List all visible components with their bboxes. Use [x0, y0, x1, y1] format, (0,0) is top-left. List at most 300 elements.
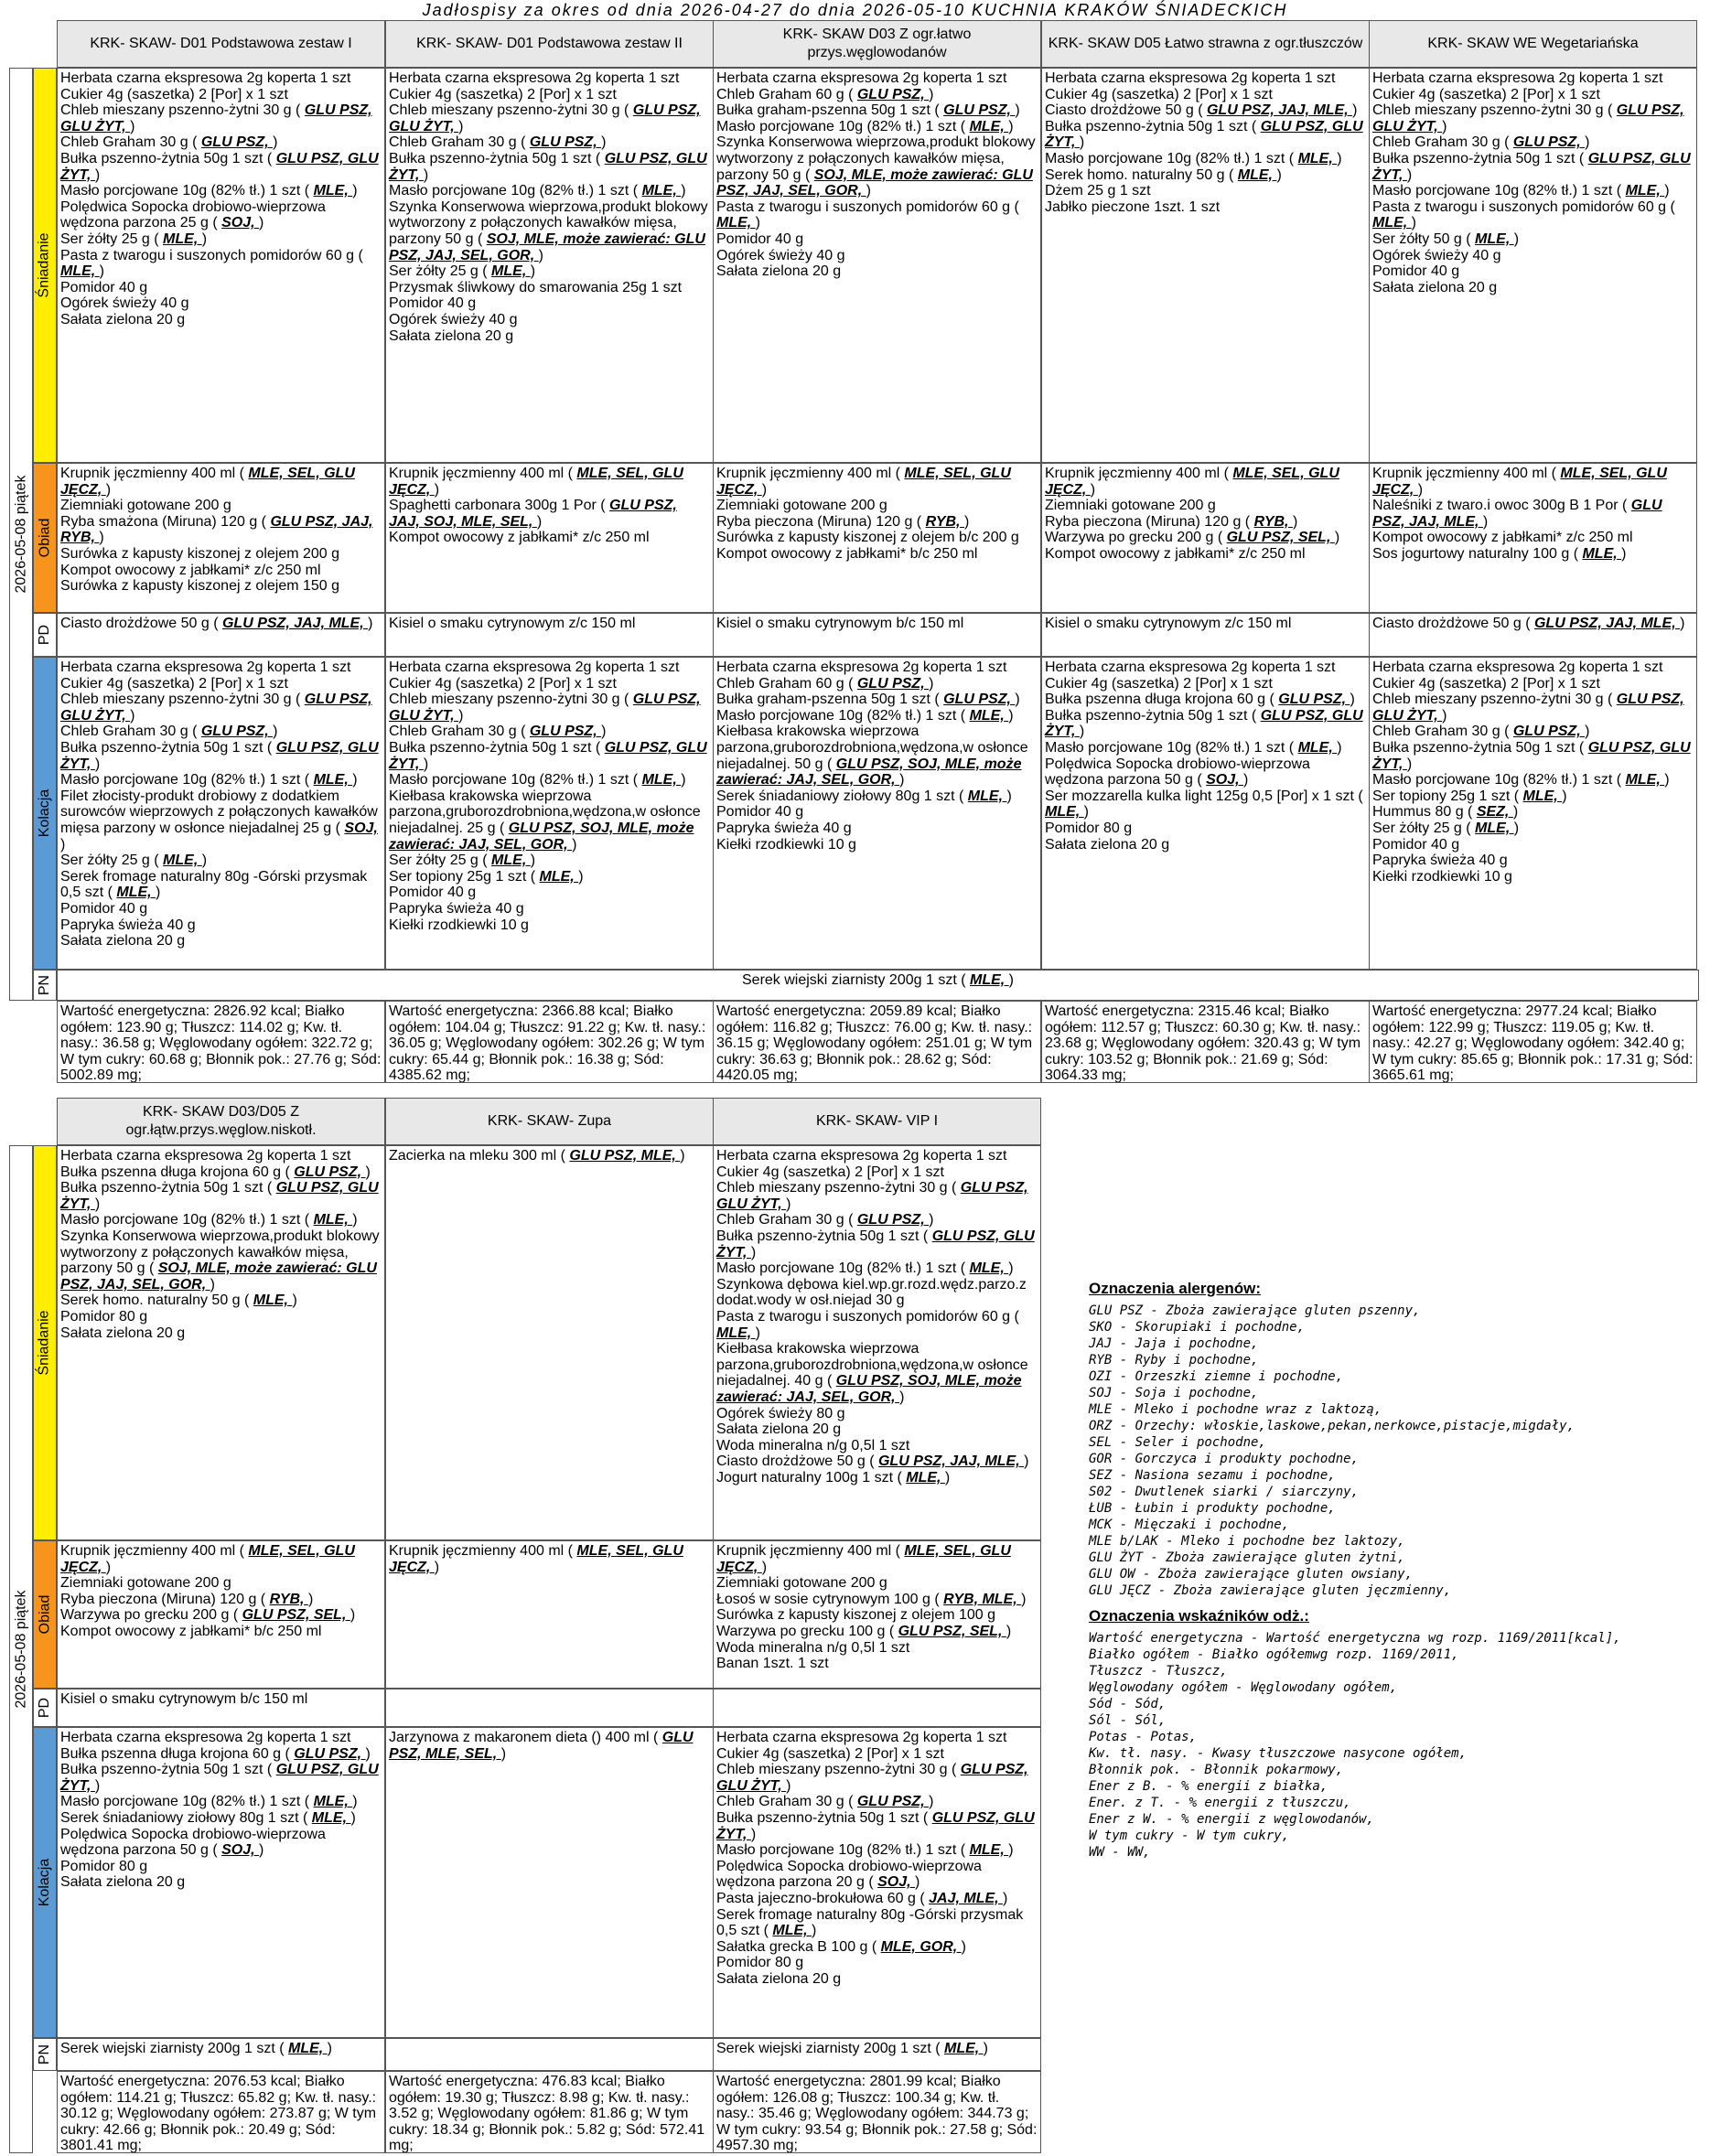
menu-item: Surówka z kapusty kiszonej z olejem 150 g	[60, 578, 340, 595]
allergen-legend-item: JAJ - Jaja i pochodne,	[1089, 1336, 1259, 1351]
menu-item: Kompot owocowy z jabłkami* z/c 250 ml	[389, 530, 650, 546]
menu-item: Kiełbasa krakowska wieprzowa parzona,gruborozdrobniona,wędzona,w osłonce niejadalnej. 25 g ( GLU PSZ, SOJ, MLE, może zawierać: JAJ, SEL, GOR, )	[389, 788, 701, 853]
menu-item: Kisiel o smaku cytrynowym z/c 150 ml	[389, 616, 636, 631]
menu-item: Herbata czarna ekspresowa 2g koperta 1 szt	[60, 660, 351, 675]
allergen-codes: MLE,	[1522, 788, 1563, 804]
menu-item: Masło porcjowane 10g (82% tł.) 1 szt ( MLE, )	[389, 183, 686, 199]
menu-item: Masło porcjowane 10g (82% tł.) 1 szt ( MLE, )	[1372, 183, 1670, 199]
menu-item: Surówka z kapusty kiszonej z olejem b/c 200 g	[716, 530, 1019, 546]
menu-item: Chleb Graham 30 g ( GLU PSZ, )	[389, 724, 607, 740]
allergen-codes: GLU PSZ, GLU ŻYT,	[60, 739, 379, 772]
menu-item: Ciasto drożdżowe 50 g ( GLU PSZ, JAJ, MLE, )	[716, 1453, 1029, 1470]
menu-item: Bułka pszenno-żytnia 50g 1 szt ( GLU PSZ, GLU ŻYT, )	[1045, 707, 1363, 740]
allergen-codes: MLE,	[313, 1794, 353, 1810]
menu-item: Krupnik jęczmienny 400 ml ( MLE, SEL, GLU JĘCZ, )	[1372, 466, 1667, 498]
allergen-codes: MLE,	[1297, 150, 1338, 166]
allergen-codes: SOJ,	[344, 820, 378, 836]
menu-item: Cukier 4g (saszetka) 2 [Por] x 1 szt	[1045, 675, 1273, 692]
menu-item: Ziemniaki gotowane 200 g	[60, 498, 231, 514]
allergen-codes: MLE,	[1045, 804, 1084, 821]
meal-label-sniadanie	[33, 68, 57, 463]
cell-pd	[57, 1689, 385, 1727]
cell-sniadanie	[385, 68, 714, 463]
menu-item: Ziemniaki gotowane 200 g	[60, 1575, 231, 1592]
allergen-codes: GLU PSZ, GLU ŻYT,	[389, 150, 707, 183]
menu-item: Masło porcjowane 10g (82% tł.) 1 szt ( MLE, )	[389, 772, 686, 788]
menu-item: Bułka pszenno-żytnia 50g 1 szt ( GLU PSZ, GLU ŻYT, )	[716, 1228, 1035, 1260]
meal-label-pd-text: PD	[36, 1697, 52, 1719]
allergen-legend-item: ŁUB - Łubin i produkty pochodne,	[1089, 1501, 1336, 1516]
menu-item: Sałata zielona 20 g	[1045, 836, 1170, 853]
menu-item: Krupnik jęczmienny 400 ml ( MLE, SEL, GLU JĘCZ, )	[1045, 466, 1339, 498]
allergen-codes: MLE,	[943, 2041, 984, 2056]
menu-item: Herbata czarna ekspresowa 2g koperta 1 szt	[1045, 70, 1336, 86]
menu-item: Ziemniaki gotowane 200 g	[716, 498, 887, 514]
allergen-codes: JAJ, MLE,	[929, 1890, 1004, 1906]
meal-label-pn-text: PN	[36, 2043, 52, 2065]
allergen-codes: MLE, SEL, GLU JĘCZ,	[716, 466, 1011, 498]
menu-item: Szynka Konserwowa wieprzowa,produkt blokowy wytworzony z połączonych kawałków mięsa, parzony 50 g ( SOJ, MLE, może zawierać: GLU PSZ, JAJ, SEL, GOR, )	[716, 134, 1036, 199]
menu-item: Serek śniadaniowy ziołowy 80g 1 szt ( MLE, )	[60, 1809, 356, 1826]
allergen-legend-item: GLU ŻYT - Zboża zawierające gluten żytni,	[1089, 1550, 1405, 1565]
indicator-legend-item: Tłuszcz - Tłuszcz,	[1089, 1664, 1228, 1679]
allergen-codes: MLE,	[163, 231, 202, 247]
allergen-codes: GLU PSZ, GLU ŻYT,	[60, 150, 379, 183]
indicator-legend-item: Kw. tł. nasy. - Kwasy tłuszczowe nasycone ogółem,	[1089, 1746, 1468, 1761]
menu-item: Hummus 80 g ( SEZ, )	[1372, 804, 1519, 821]
menu-item: Kompot owocowy z jabłkami* z/c 250 ml	[1372, 530, 1633, 546]
menu-item: Chleb Graham 60 g ( GLU PSZ, )	[716, 86, 934, 102]
indicator-legend-item: Węglowodany ogółem - Węglowodany ogółem,	[1089, 1680, 1398, 1695]
allergen-codes: MLE,	[716, 1325, 756, 1341]
menu-item: Chleb Graham 30 g ( GLU PSZ, )	[60, 134, 278, 151]
cell-obiad	[713, 463, 1041, 613]
menu-item: Dżem 25 g 1 szt	[1045, 183, 1151, 199]
allergen-codes: GLU PSZ, GLU ŻYT,	[716, 1809, 1035, 1842]
menu-item: Ser żółty 25 g ( MLE, )	[1372, 820, 1520, 836]
allergen-codes: SEZ,	[1476, 804, 1513, 821]
meal-label-obiad-text: Obiad	[37, 518, 53, 558]
menu-item: Przysmak śliwkowy do smarowania 25g 1 szt	[389, 279, 683, 295]
menu-item: Pasta z twarogu i suszonych pomidorów 60 g ( MLE, )	[716, 1308, 1019, 1341]
menu-item: Polędwica Sopocka drobiowo-wieprzowa wędzona parzona 25 g ( SOJ, )	[60, 198, 326, 231]
menu-item: Ciasto drożdżowe 50 g ( GLU PSZ, JAJ, MLE, )	[1045, 102, 1358, 119]
cell-pn	[57, 2038, 385, 2071]
menu-item: Masło porcjowane 10g (82% tł.) 1 szt ( MLE, )	[60, 772, 358, 788]
menu-item: Bułka pszenno-żytnia 50g 1 szt ( GLU PSZ, GLU ŻYT, )	[389, 150, 707, 183]
menu-item: Herbata czarna ekspresowa 2g koperta 1 szt	[389, 70, 680, 86]
allergen-codes: MLE,	[1625, 772, 1665, 788]
allergen-codes: GLU PSZ,	[1512, 724, 1586, 740]
indicator-legend-item: Ener z W. - % energii z węglowodanów,	[1089, 1812, 1374, 1827]
menu-item: Cukier 4g (saszetka) 2 [Por] x 1 szt	[1045, 86, 1273, 102]
menu-item: Masło porcjowane 10g (82% tł.) 1 szt ( MLE, )	[60, 183, 358, 199]
cell-obiad	[57, 463, 385, 613]
menu-item: Spaghetti carbonara 300g 1 Por ( GLU PSZ, JAJ, SOJ, MLE, SEL, )	[389, 498, 677, 530]
allergen-legend-item: GLU JĘCZ - Zboża zawierające gluten jęczmienny,	[1089, 1583, 1452, 1598]
nutrition-summary: Wartość energetyczna: 2076.53 kcal; Białko ogółem: 114.21 g; Tłuszcz: 65.82 g; Kw. tł. nasy.: 30.12 g; Węglowodany ogółem: 273.87 g; W tym cukry: 42.66 g; Błonnik pok.: 20.49 g; Sód: 3801.41 mg;	[57, 2071, 385, 2153]
menu-item: Herbata czarna ekspresowa 2g koperta 1 szt	[716, 1730, 1007, 1745]
indicator-legend-item: WW - WW,	[1089, 1845, 1151, 1860]
cell-sniadanie	[57, 68, 385, 463]
menu-item: Pomidor 80 g	[60, 1858, 148, 1874]
indicator-legend-item: Potas - Potas,	[1089, 1730, 1198, 1744]
allergen-codes: GLU PSZ,	[200, 724, 274, 740]
menu-item: Bułka pszenna długa krojona 60 g ( GLU PSZ, )	[60, 1745, 371, 1762]
menu-item: Sos jogurtowy naturalny 100 g ( MLE, )	[1372, 545, 1627, 562]
meal-label-pn	[33, 970, 57, 1001]
menu-item: Bułka pszenno-żytnia 50g 1 szt ( GLU PSZ, GLU ŻYT, )	[1372, 739, 1691, 772]
menu-item: Serek wiejski ziarnisty 200g 1 szt ( MLE, )	[60, 2041, 332, 2056]
allergen-legend-item: SKO - Skorupiaki i pochodne,	[1089, 1320, 1306, 1335]
allergen-codes: MLE,	[1475, 820, 1514, 836]
menu-item: Bułka pszenno-żytnia 50g 1 szt ( GLU PSZ, GLU ŻYT, )	[389, 739, 707, 772]
menu-item: Krupnik jęczmienny 400 ml ( MLE, SEL, GLU JĘCZ, )	[60, 466, 355, 498]
menu-item: Herbata czarna ekspresowa 2g koperta 1 szt	[60, 70, 351, 86]
menu-item: Sałata zielona 20 g	[60, 933, 186, 949]
cell-kolacja	[57, 657, 385, 970]
menu-item: Bułka pszenno-żytnia 50g 1 szt ( GLU PSZ, GLU ŻYT, )	[1045, 118, 1363, 151]
menu-item: Ser żółty 50 g ( MLE, )	[1372, 231, 1520, 247]
menu-item: Masło porcjowane 10g (82% tł.) 1 szt ( MLE, )	[716, 1260, 1014, 1277]
menu-item: Chleb Graham 60 g ( GLU PSZ, )	[716, 675, 934, 692]
menu-item: Herbata czarna ekspresowa 2g koperta 1 szt	[60, 1148, 351, 1164]
nutrition-summary: Wartość energetyczna: 2801.99 kcal; Białko ogółem: 126.08 g; Tłuszcz: 100.34 g; Kw. tł. nasy.: 35.46 g; Węglowodany ogółem: 344.73 g; W tym cukry: 93.54 g; Błonnik pok.: 27.58 g; Sód: 4957.30 mg;	[713, 2071, 1041, 2153]
allergen-legend-item: SOJ - Soja i pochodne,	[1089, 1386, 1259, 1400]
allergen-legend-item: GLU PSZ - Zboża zawierające gluten pszenny,	[1089, 1303, 1421, 1318]
allergen-codes: MLE,	[491, 263, 531, 280]
cell-kolacja	[1041, 657, 1370, 970]
menu-item: Polędwica Sopocka drobiowo-wieprzowa wędzona parzona 20 g ( SOJ, )	[716, 1858, 982, 1891]
cell-pd	[385, 613, 714, 657]
legend	[1089, 1281, 1702, 1903]
meal-label-kolacja	[33, 657, 57, 970]
allergen-legend-item: SEZ - Nasiona sezamu i pochodne,	[1089, 1468, 1336, 1483]
allergen-codes: MLE,	[1297, 739, 1338, 756]
allergen-codes: GLU PSZ, SOJ, MLE, może zawierać: JAJ, SEL, GOR,	[716, 756, 1022, 788]
menu-item: Szynka Konserwowa wieprzowa,produkt blokowy wytworzony z połączonych kawałków mięsa, parzony 50 g ( SOJ, MLE, może zawierać: GLU PSZ, JAJ, SEL, GOR, )	[60, 1228, 380, 1293]
allergen-codes: GLU PSZ, GLU ŻYT,	[389, 692, 701, 724]
menu-item: Sałata zielona 20 g	[716, 263, 842, 280]
nutrition-summary: Wartość energetyczna: 2826.92 kcal; Białko ogółem: 123.90 g; Tłuszcz: 114.02 g; Kw. tł. nasy.: 36.58 g; Węglowodany ogółem: 322.72 g; W tym cukry: 60.68 g; Błonnik pok.: 27.76 g; Sód: 5002.89 mg;	[57, 1001, 385, 1083]
menu-item: Jarzynowa z makaronem dieta () 400 ml ( GLU PSZ, MLE, SEL, )	[389, 1730, 694, 1762]
menu-item: Chleb Graham 30 g ( GLU PSZ, )	[1372, 724, 1590, 740]
cell-sniadanie	[713, 68, 1041, 463]
menu-item: Bułka pszenno-żytnia 50g 1 szt ( GLU PSZ, GLU ŻYT, )	[1372, 150, 1691, 183]
menu-item: Bułka pszenna długa krojona 60 g ( GLU PSZ, )	[1045, 692, 1355, 708]
menu-item: Ogórek świeży 80 g	[716, 1405, 845, 1421]
menu-item: Bułka pszenno-żytnia 50g 1 szt ( GLU PSZ, GLU ŻYT, )	[60, 1762, 379, 1794]
allergen-codes: GLU PSZ, SEL,	[1226, 530, 1335, 546]
indicators-title: Oznaczenia wskaźników odż.:	[1089, 1607, 1309, 1625]
meal-label-pn	[33, 2038, 57, 2071]
menu-item: Ryba smażona (Miruna) 120 g ( GLU PSZ, JAJ, RYB, )	[60, 513, 373, 546]
allergen-codes: MLE,	[313, 772, 353, 788]
allergen-codes: GLU PSZ, GLU ŻYT,	[1372, 692, 1684, 724]
menu-item: Cukier 4g (saszetka) 2 [Por] x 1 szt	[716, 1164, 944, 1180]
column-header: KRK- SKAW D05 Łatwo strawna z ogr.tłuszczów	[1041, 20, 1370, 68]
menu-item: Pomidor 40 g	[60, 900, 148, 917]
menu-item: Kisiel o smaku cytrynowym b/c 150 ml	[60, 1691, 308, 1707]
menu-item: Masło porcjowane 10g (82% tł.) 1 szt ( MLE, )	[716, 707, 1014, 724]
allergen-codes: GLU PSZ,	[943, 692, 1016, 708]
allergen-legend-item: MCK - Mięczaki i pochodne,	[1089, 1518, 1290, 1532]
menu-item: Pomidor 80 g	[716, 1955, 804, 1971]
menu-item: Papryka świeża 40 g	[389, 900, 524, 917]
cell-pn	[713, 2038, 1041, 2071]
allergen-codes: MLE,	[60, 263, 100, 280]
allergen-codes: GLU PSZ, GLU ŻYT,	[60, 102, 372, 134]
column-header: KRK- SKAW- Zupa	[385, 1098, 714, 1145]
cell-pd	[1369, 613, 1697, 657]
allergen-codes: MLE,	[1582, 545, 1622, 562]
allergens-title: Oznaczenia alergenów:	[1089, 1280, 1261, 1297]
column-header: KRK- SKAW D03/D05 Z ogr.łątw.przys.węglow.niskotł.	[57, 1098, 385, 1145]
menu-item: Ser mozzarella kulka light 125g 0,5 [Por] x 1 szt ( MLE, )	[1045, 788, 1363, 821]
allergen-codes: MLE, SEL, GLU JĘCZ,	[389, 466, 683, 498]
menu-item: Kompot owocowy z jabłkami* b/c 250 ml	[60, 1623, 322, 1639]
menu-item: Pomidor 80 g	[60, 1308, 148, 1325]
menu-item: Bułka pszenno-żytnia 50g 1 szt ( GLU PSZ, GLU ŻYT, )	[60, 739, 379, 772]
cell-kolacja	[385, 1727, 714, 2038]
menu-item: Masło porcjowane 10g (82% tł.) 1 szt ( MLE, )	[716, 1842, 1014, 1859]
allergen-codes: GLU PSZ,	[856, 1212, 930, 1228]
allergen-codes: MLE,	[163, 853, 202, 869]
menu-item: Chleb Graham 30 g ( GLU PSZ, )	[389, 134, 607, 151]
allergen-codes: MLE,	[1625, 183, 1665, 199]
menu-item: Masło porcjowane 10g (82% tł.) 1 szt ( MLE, )	[1045, 739, 1342, 756]
date-column	[9, 68, 33, 1001]
allergen-codes: MLE,	[906, 1469, 945, 1486]
allergen-codes: GLU PSZ, GLU ŻYT,	[716, 1762, 1028, 1794]
nutrition-summary: Wartość energetyczna: 2059.89 kcal; Białko ogółem: 116.82 g; Tłuszcz: 76.00 g; Kw. tł. nasy.: 36.15 g; Węglowodany ogółem: 251.01 g; W tym cukry: 36.63 g; Błonnik pok.: 28.62 g; Sód: 4420.05 mg;	[713, 1001, 1041, 1083]
cell-kolacja	[713, 1727, 1041, 2038]
allergen-codes: MLE,	[313, 1212, 353, 1228]
menu-item: Warzywa po grecku 100 g ( GLU PSZ, SEL, )	[716, 1623, 1012, 1639]
menu-item: Bułka graham-pszenna 50g 1 szt ( GLU PSZ, )	[716, 102, 1020, 119]
allergen-legend-item: ORZ - Orzechy: włoskie,laskowe,pekan,nerkowce,pistacje,migdały,	[1089, 1419, 1576, 1433]
menu-item: Sałata zielona 20 g	[60, 1874, 186, 1891]
cell-pd	[713, 1689, 1041, 1727]
allergen-codes: GLU PSZ,	[200, 134, 274, 151]
menu-item: Pasta z twarogu i suszonych pomidorów 60 g ( MLE, )	[716, 198, 1019, 231]
allergen-codes: GLU PSZ,	[294, 1745, 366, 1762]
allergen-codes: MLE,	[313, 183, 353, 199]
menu-item: Pomidor 40 g	[1372, 836, 1460, 853]
menu-item: Serek śniadaniowy ziołowy 80g 1 szt ( MLE, )	[716, 788, 1012, 804]
menu-item: Warzywa po grecku 200 g ( GLU PSZ, SEL, )	[60, 1607, 356, 1624]
allergen-codes: GLU PSZ, SOJ, MLE, może zawierać: JAJ, SEL, GOR,	[389, 820, 694, 853]
allergen-codes: MLE,	[641, 183, 682, 199]
menu-item: Łosoś w sosie cytrynowym 100 g ( RYB, MLE, )	[716, 1591, 1027, 1607]
allergen-codes: MLE, SEL, GLU JĘCZ,	[60, 466, 355, 498]
column-header: KRK- SKAW- VIP I	[713, 1098, 1041, 1145]
allergen-codes: GLU PSZ, GLU ŻYT,	[389, 102, 701, 134]
menu-item: Ser żółty 25 g ( MLE, )	[60, 853, 208, 869]
allergen-codes: GLU PSZ,	[529, 134, 602, 151]
menu-item: Surówka z kapusty kiszonej z olejem 200 g	[60, 545, 340, 562]
page-title: Jadłospisy za okres od dnia 2026-04-27 do dnia 2026-05-10 KUCHNIA KRAKÓW ŚNIADECKICH	[422, 1, 1288, 19]
menu-item: Serek wiejski ziarnisty 200g 1 szt ( MLE, )	[716, 2041, 988, 2056]
menu-item: Serek fromage naturalny 80g -Górski przysmak 0,5 szt ( MLE, )	[716, 1906, 1024, 1939]
cell-sniadanie	[385, 1145, 714, 1540]
menu-item: Naleśniki z twaro.i owoc 300g B 1 Por ( GLU PSZ, JAJ, MLE, )	[1372, 498, 1662, 530]
allergen-codes: GLU PSZ, GLU ŻYT,	[1372, 150, 1691, 183]
allergen-codes: MLE,	[116, 885, 156, 901]
column-header: KRK- SKAW D03 Z ogr.łatwo przys.węglowodanów	[713, 20, 1041, 68]
menu-item: Ser żółty 25 g ( MLE, )	[60, 231, 208, 247]
menu-item: Masło porcjowane 10g (82% tł.) 1 szt ( MLE, )	[1372, 772, 1670, 788]
cell-obiad	[713, 1540, 1041, 1689]
indicator-legend-item: W tym cukry - W tym cukry,	[1089, 1829, 1290, 1843]
allergen-codes: GLU PSZ, SEL,	[898, 1623, 1006, 1639]
meal-label-pd	[33, 613, 57, 657]
allergen-codes: GLU PSZ, SEL,	[242, 1607, 350, 1624]
menu-item: Sałata zielona 20 g	[716, 1970, 842, 1987]
allergen-codes: MLE, SEL, GLU JĘCZ,	[1045, 466, 1339, 498]
allergen-codes: GLU PSZ,	[294, 1164, 366, 1180]
meal-label-sniadanie-text: Śniadanie	[37, 1310, 53, 1376]
cell-obiad	[1369, 463, 1697, 613]
allergen-codes: GLU PSZ, JAJ, MLE,	[1372, 498, 1662, 530]
allergen-codes: SOJ, MLE, może zawierać: GLU PSZ, JAJ, SEL, GOR,	[60, 1260, 377, 1293]
menu-item: Woda mineralna n/g 0,5l 1 szt	[716, 1639, 910, 1656]
indicator-legend-item: Błonnik pok. - Błonnik pokarmowy,	[1089, 1763, 1344, 1777]
cell-pd	[385, 1689, 714, 1727]
allergen-codes: MLE,	[969, 707, 1009, 724]
menu-item: Cukier 4g (saszetka) 2 [Por] x 1 szt	[716, 1745, 944, 1762]
menu-item: Cukier 4g (saszetka) 2 [Por] x 1 szt	[1372, 86, 1600, 102]
allergen-codes: MLE,	[539, 868, 579, 885]
allergen-codes: MLE, SEL, GLU JĘCZ,	[716, 1543, 1011, 1575]
meal-label-pd-text: PD	[36, 624, 52, 646]
allergen-legend-item: GOR - Gorczyca i produkty pochodne,	[1089, 1452, 1360, 1466]
menu-item: Pomidor 40 g	[389, 295, 477, 312]
menu-item: Chleb mieszany pszenno-żytni 30 g ( GLU PSZ, GLU ŻYT, )	[1372, 692, 1684, 724]
cell-pd	[1041, 613, 1370, 657]
menu-item: Masło porcjowane 10g (82% tł.) 1 szt ( MLE, )	[60, 1794, 358, 1810]
cell-sniadanie	[1369, 68, 1697, 463]
menu-item: Herbata czarna ekspresowa 2g koperta 1 szt	[1372, 70, 1663, 86]
allergen-codes: MLE,	[1475, 231, 1514, 247]
meal-label-pn-text: PN	[36, 974, 52, 996]
menu-item: Ser żółty 25 g ( MLE, )	[389, 263, 536, 280]
allergen-codes: SOJ,	[877, 1874, 916, 1891]
menu-item: Cukier 4g (saszetka) 2 [Por] x 1 szt	[389, 675, 617, 692]
allergen-codes: GLU PSZ, JAJ, MLE,	[877, 1453, 1025, 1470]
menu-item: Ser żółty 25 g ( MLE, )	[389, 853, 536, 869]
menu-item: Pomidor 40 g	[716, 804, 804, 821]
allergen-codes: GLU PSZ, JAJ, SOJ, MLE, SEL,	[389, 498, 677, 530]
menu-item: Ziemniaki gotowane 200 g	[1045, 498, 1216, 514]
menu-item: Chleb mieszany pszenno-żytni 30 g ( GLU PSZ, GLU ŻYT, )	[716, 1762, 1028, 1794]
menu-item: Sałata zielona 20 g	[60, 1325, 186, 1341]
cell-pn	[385, 2038, 714, 2071]
nutrition-summary: Wartość energetyczna: 2366.88 kcal; Białko ogółem: 104.04 g; Tłuszcz: 91.22 g; Kw. tł. nasy.: 36.05 g; Węglowodany ogółem: 302.26 g; W tym cukry: 65.44 g; Błonnik pok.: 16.38 g; Sód: 4385.62 mg;	[385, 1001, 714, 1083]
indicator-legend-item: Ener. z T. - % energii z tłuszczu,	[1089, 1796, 1351, 1810]
allergen-codes: GLU PSZ, MLE,	[569, 1148, 681, 1164]
indicator-legend-item: Wartość energetyczna - Wartość energetyczna wg rozp. 1169/2011[kcal],	[1089, 1631, 1621, 1646]
menu-item: Serek homo. naturalny 50 g ( MLE, )	[60, 1293, 297, 1309]
allergen-codes: MLE,	[641, 772, 682, 788]
menu-item: Surówka z kapusty kiszonej z olejem 100 g	[716, 1607, 996, 1624]
column-header: KRK- SKAW- D01 Podstawowa zestaw II	[385, 20, 714, 68]
menu-item: Chleb mieszany pszenno-żytni 30 g ( GLU PSZ, GLU ŻYT, )	[389, 692, 701, 724]
cell-obiad	[385, 1540, 714, 1689]
allergen-legend-item: RYB - Ryby i pochodne,	[1089, 1353, 1259, 1368]
menu-item: Kisiel o smaku cytrynowym b/c 150 ml	[716, 616, 964, 631]
allergen-codes: RYB,	[925, 513, 964, 530]
menu-item: Cukier 4g (saszetka) 2 [Por] x 1 szt	[389, 86, 617, 102]
menu-item: Serek wiejski ziarnisty 200g 1 szt ( MLE, )	[742, 972, 1014, 988]
allergen-codes: MLE, GOR,	[880, 1938, 962, 1955]
allergen-codes: SOJ, MLE, może zawierać: GLU PSZ, JAJ, SEL, GOR,	[389, 231, 705, 263]
meal-label-sniadanie-text: Śniadanie	[37, 232, 53, 298]
meal-label-kolacja-text: Kolacja	[37, 1858, 53, 1907]
allergen-codes: GLU PSZ, GLU ŻYT,	[1372, 739, 1691, 772]
menu-item: Herbata czarna ekspresowa 2g koperta 1 szt	[716, 70, 1007, 86]
allergen-codes: SOJ,	[221, 215, 260, 231]
cell-obiad	[385, 463, 714, 613]
allergen-codes: GLU PSZ, GLU ŻYT,	[60, 692, 372, 724]
menu-item: Papryka świeża 40 g	[1372, 853, 1508, 869]
allergen-codes: RYB, MLE,	[943, 1591, 1022, 1607]
allergen-codes: GLU PSZ, GLU ŻYT,	[60, 1762, 379, 1794]
menu-item: Pomidor 40 g	[716, 231, 804, 247]
menu-item: Warzywa po grecku 200 g ( GLU PSZ, SEL, )	[1045, 530, 1340, 546]
menu-item: Krupnik jęczmienny 400 ml ( MLE, SEL, GLU JĘCZ, )	[389, 466, 683, 498]
allergen-codes: GLU PSZ,	[856, 86, 930, 102]
menu-item: Ciasto drożdżowe 50 g ( GLU PSZ, JAJ, MLE, )	[1372, 616, 1685, 631]
allergen-codes: RYB,	[1253, 513, 1293, 530]
menu-item: Serek homo. naturalny 50 g ( MLE, )	[1045, 166, 1282, 183]
menu-item: Ogórek świeży 40 g	[60, 295, 189, 312]
allergen-codes: MLE,	[311, 1809, 351, 1826]
cell-obiad	[57, 1540, 385, 1689]
menu-item: Masło porcjowane 10g (82% tł.) 1 szt ( MLE, )	[60, 1212, 358, 1228]
menu-item: Kompot owocowy z jabłkami* z/c 250 ml	[60, 562, 321, 578]
menu-item: Bułka graham-pszenna 50g 1 szt ( GLU PSZ, )	[716, 692, 1020, 708]
menu-item: Szynkowa dębowa kiel.wp.gr.rozd.wędz.parzo.z dodat.wody w osł.niejad 30 g	[716, 1276, 1027, 1309]
menu-item: Cukier 4g (saszetka) 2 [Por] x 1 szt	[60, 86, 288, 102]
column-header: KRK- SKAW WE Wegetariańska	[1369, 20, 1697, 68]
menu-item: Jabłko pieczone 1szt. 1 szt	[1045, 198, 1221, 215]
allergen-codes: MLE,	[287, 2041, 328, 2056]
menu-item: Papryka świeża 40 g	[60, 917, 196, 933]
menu-item: Chleb mieszany pszenno-żytni 30 g ( GLU PSZ, GLU ŻYT, )	[716, 1180, 1028, 1212]
allergen-codes: GLU PSZ, GLU ŻYT,	[716, 1228, 1035, 1260]
menu-item: Chleb mieszany pszenno-żytni 30 g ( GLU PSZ, GLU ŻYT, )	[1372, 102, 1684, 134]
menu-item: Chleb mieszany pszenno-żytni 30 g ( GLU PSZ, GLU ŻYT, )	[60, 102, 372, 134]
cell-kolacja	[385, 657, 714, 970]
nutrition-summary: Wartość energetyczna: 2977.24 kcal; Białko ogółem: 122.99 g; Tłuszcz: 119.05 g; Kw. tł. nasy.: 42.27 g; Węglowodany ogółem: 342.40 g; W tym cukry: 85.65 g; Błonnik pok.: 17.31 g; Sód: 3665.61 mg;	[1369, 1001, 1697, 1083]
allergen-codes: MLE,	[1237, 166, 1277, 183]
menu-item: Kompot owocowy z jabłkami* b/c 250 ml	[716, 545, 978, 562]
menu-item: Chleb Graham 30 g ( GLU PSZ, )	[716, 1212, 934, 1228]
meal-label-obiad-text: Obiad	[37, 1594, 53, 1635]
menu-item: Ogórek świeży 40 g	[1372, 247, 1501, 263]
menu-item: Cukier 4g (saszetka) 2 [Por] x 1 szt	[1372, 675, 1600, 692]
allergen-codes: GLU PSZ,	[856, 675, 930, 692]
menu-item: Ciasto drożdżowe 50 g ( GLU PSZ, JAJ, MLE, )	[60, 616, 373, 631]
date-label: 2026-05-08 piątek	[13, 1590, 29, 1709]
menu-item: Bułka pszenna długa krojona 60 g ( GLU PSZ, )	[60, 1164, 371, 1180]
menu-item: Bułka pszenno-żytnia 50g 1 szt ( GLU PSZ, GLU ŻYT, )	[60, 150, 379, 183]
menu-item: Chleb Graham 30 g ( GLU PSZ, )	[60, 724, 278, 740]
menu-item: Serek fromage naturalny 80g -Górski przysmak 0,5 szt ( MLE, )	[60, 868, 368, 901]
allergen-codes: MLE,	[967, 788, 1007, 804]
menu-item: Sałata zielona 20 g	[389, 327, 514, 344]
